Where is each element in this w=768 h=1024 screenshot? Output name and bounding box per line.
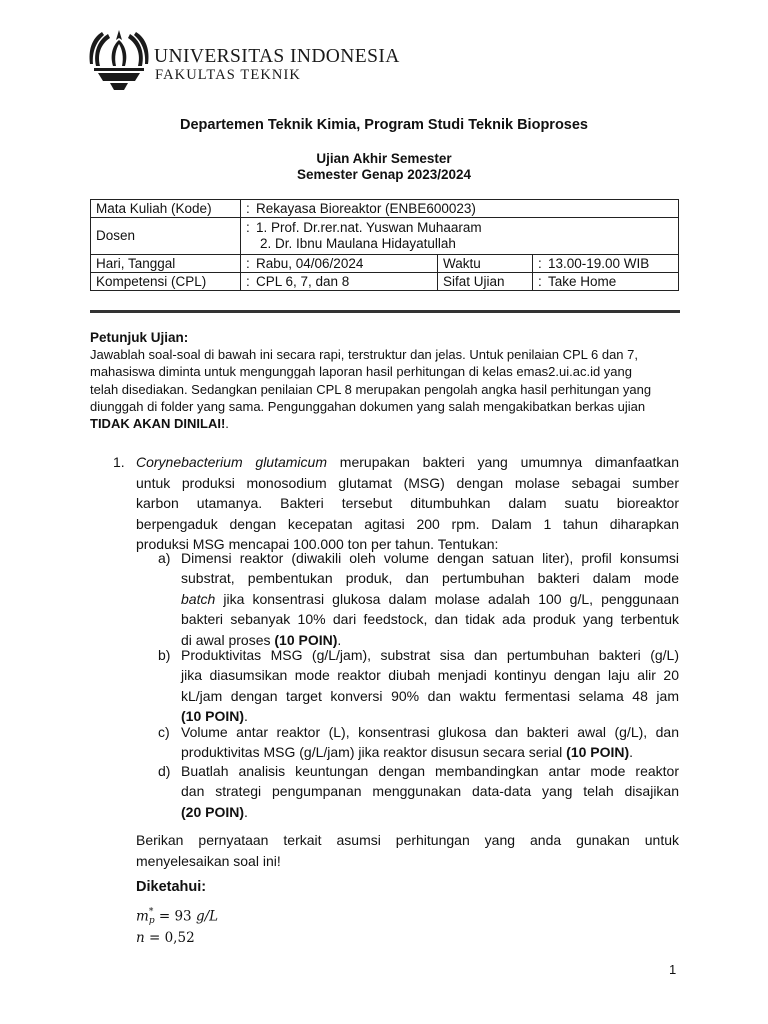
eq-variable: m [136, 908, 149, 925]
course-label: Mata Kuliah (Kode) [91, 200, 241, 218]
subquestion-line: substrat, pembentukan produk, dan pertumbuhan bakteri dalam mode [181, 570, 679, 587]
time-value: 13.00-19.00 WIB [548, 255, 650, 271]
colon: : [538, 273, 542, 289]
instructions-title: Petunjuk Ujian: [90, 330, 189, 345]
semester-title: Semester Genap 2023/2024 [296, 167, 472, 182]
time-label: Waktu [438, 255, 533, 273]
period: . [244, 708, 248, 725]
colon: : [246, 255, 250, 271]
exam-info-table [90, 199, 679, 291]
subquestion-line: jika konsentrasi glukosa dalam molase adalah 100 g/L, penggunaan [215, 590, 679, 607]
subquestion-line: jika diasumsikan mode reaktor diubah menjadi kontinyu dengan laju alir 20 [181, 667, 679, 684]
period: . [337, 631, 342, 648]
instructions-line: diunggah di folder yang sama. Pengunggahan dokumen yang salah mengakibatkan berkas ujian [90, 398, 646, 414]
subquestion-line: Dimensi reaktor (diwakili oleh volume dengan satuan liter), profil konsumsi [181, 550, 679, 566]
eq-superscript: * [148, 907, 154, 917]
nature-value-cell [533, 273, 679, 291]
competency-label: Kompetensi (CPL) [91, 273, 241, 291]
colon: : [246, 273, 250, 289]
subquestion-label: a) [158, 550, 171, 566]
lecturer-1: 1. Prof. Dr.rer.nat. Yuswan Muhaaram [256, 220, 482, 235]
equation-n [136, 930, 195, 946]
period: . [244, 803, 248, 820]
eq-unit: g/L [195, 908, 219, 925]
faculty-name: FAKULTAS TEKNIK [155, 67, 301, 83]
competency-value-cell [241, 273, 438, 291]
points-label: (10 POIN) [181, 708, 245, 725]
lecturer-row [91, 218, 679, 255]
department-title: Departemen Teknik Kimia, Program Studi Teknik Bioproses [180, 117, 588, 133]
date-row [91, 255, 679, 273]
subquestion-label: b) [158, 647, 171, 663]
italic-term: batch [181, 590, 216, 607]
question-number: 1. [113, 454, 125, 470]
lecturer-2: 2. Dr. Ibnu Maulana Hidayatullah [260, 236, 456, 251]
instructions-warning-end: . [225, 416, 229, 432]
subquestion-d [158, 761, 679, 822]
instructions-line: telah disediakan. Sedangkan penilaian CPL 8 merupakan pengolah angka hasil perhitungan yang [90, 381, 652, 397]
competency-row [91, 273, 679, 291]
points-label: (10 POIN) [566, 744, 630, 761]
eq-rhs: = 0,52 [144, 930, 195, 946]
eq-variable: n [136, 930, 145, 946]
subquestion-line: dan strategi pengumpanan menggunakan data-data yang telah disajikan [181, 783, 679, 800]
closing-line: menyelesaikan soal ini! [136, 852, 281, 869]
university-logo-icon [88, 26, 150, 92]
points-label: (20 POIN) [181, 803, 245, 820]
subquestion-b [158, 645, 679, 727]
instructions-body [90, 346, 690, 432]
closing-line: Berikan pernyataan terkait asumsi perhitungan yang anda gunakan untuk [136, 832, 679, 848]
subquestion-label: d) [158, 763, 171, 779]
subquestion-line: kL/jam dengan target konversi 90% dan waktu fermentasi selama 48 jam [181, 687, 679, 704]
equation-mp [136, 908, 218, 926]
closing-text [136, 830, 679, 871]
course-value: Rekayasa Bioreaktor (ENBE600023) [256, 200, 476, 216]
course-row [91, 200, 679, 218]
lecturer-value-cell [241, 218, 679, 255]
colon: : [246, 220, 250, 235]
instructions-line: Jawablah soal-soal di bawah ini secara rapi, terstruktur dan jelas. Untuk penilaian CPL 6 dan 7, [90, 347, 638, 362]
given-title: Diketahui: [136, 879, 207, 895]
time-value-cell [533, 255, 679, 273]
question-line: karbon utamanya. Bakteri tersebut ditumbuhkan dalam suatu bioreaktor [136, 495, 679, 512]
question-line: produksi MSG mencapai 100.000 ton per tahun. Tentukan: [136, 536, 499, 553]
eq-subscript: p [148, 916, 155, 926]
lecturer-label: Dosen [91, 218, 241, 255]
date-value-cell [241, 255, 438, 273]
page-number: 1 [669, 962, 677, 977]
question-line: berpengaduk dengan kecepatan agitasi 200 rpm. Dalam 1 tahun diharapkan [136, 515, 679, 532]
species-name: Corynebacterium glutamicum [136, 454, 327, 470]
course-value-cell [241, 200, 679, 218]
subquestion-a [158, 548, 679, 650]
nature-value: Take Home [548, 273, 617, 289]
nature-label: Sifat Ujian [438, 273, 533, 291]
question-text [136, 452, 679, 555]
subquestion-line: Produktivitas MSG (g/L/jam), substrat sisa dan pertumbuhan bakteri (g/L) [181, 647, 679, 663]
instructions-warning: TIDAK AKAN DINILAI! [90, 416, 226, 432]
exam-title: Ujian Akhir Semester [316, 151, 452, 166]
eq-rhs: = 93 [154, 908, 196, 925]
subquestion-line: bakteri sebanyak 10% dari feedstock, dan tidak ada produk yang terbentuk [181, 611, 679, 628]
subquestion-line: di awal proses [181, 631, 275, 648]
date-label: Hari, Tanggal [91, 255, 241, 273]
section-divider [90, 310, 680, 313]
question-line: merupakan bakteri yang umumnya dimanfaatkan [327, 454, 679, 470]
subquestion-line: produktivitas MSG (g/L/jam) jika reaktor disusun secara serial [181, 744, 567, 761]
subquestion-line: Volume antar reaktor (L), konsentrasi glukosa dan bakteri awal (g/L), dan [181, 724, 679, 740]
competency-value: CPL 6, 7, dan 8 [256, 273, 350, 289]
colon: : [246, 200, 250, 216]
subquestion-label: c) [158, 724, 170, 740]
subquestion-line: Buatlah analisis keuntungan dengan membandingkan antar mode reaktor [181, 763, 679, 779]
subquestion-c [158, 722, 679, 763]
period: . [629, 744, 634, 761]
question-line: untuk produksi monosodium glutamat (MSG) dengan molase sebagai sumber [136, 474, 679, 491]
date-value: Rabu, 04/06/2024 [256, 255, 364, 271]
university-name: UNIVERSITAS INDONESIA [154, 46, 400, 67]
instructions-line: mahasiswa diminta untuk mengunggah laporan hasil perhitungan di kelas emas2.ui.ac.id yang [90, 364, 633, 380]
colon: : [538, 255, 542, 271]
points-label: (10 POIN) [274, 631, 338, 648]
